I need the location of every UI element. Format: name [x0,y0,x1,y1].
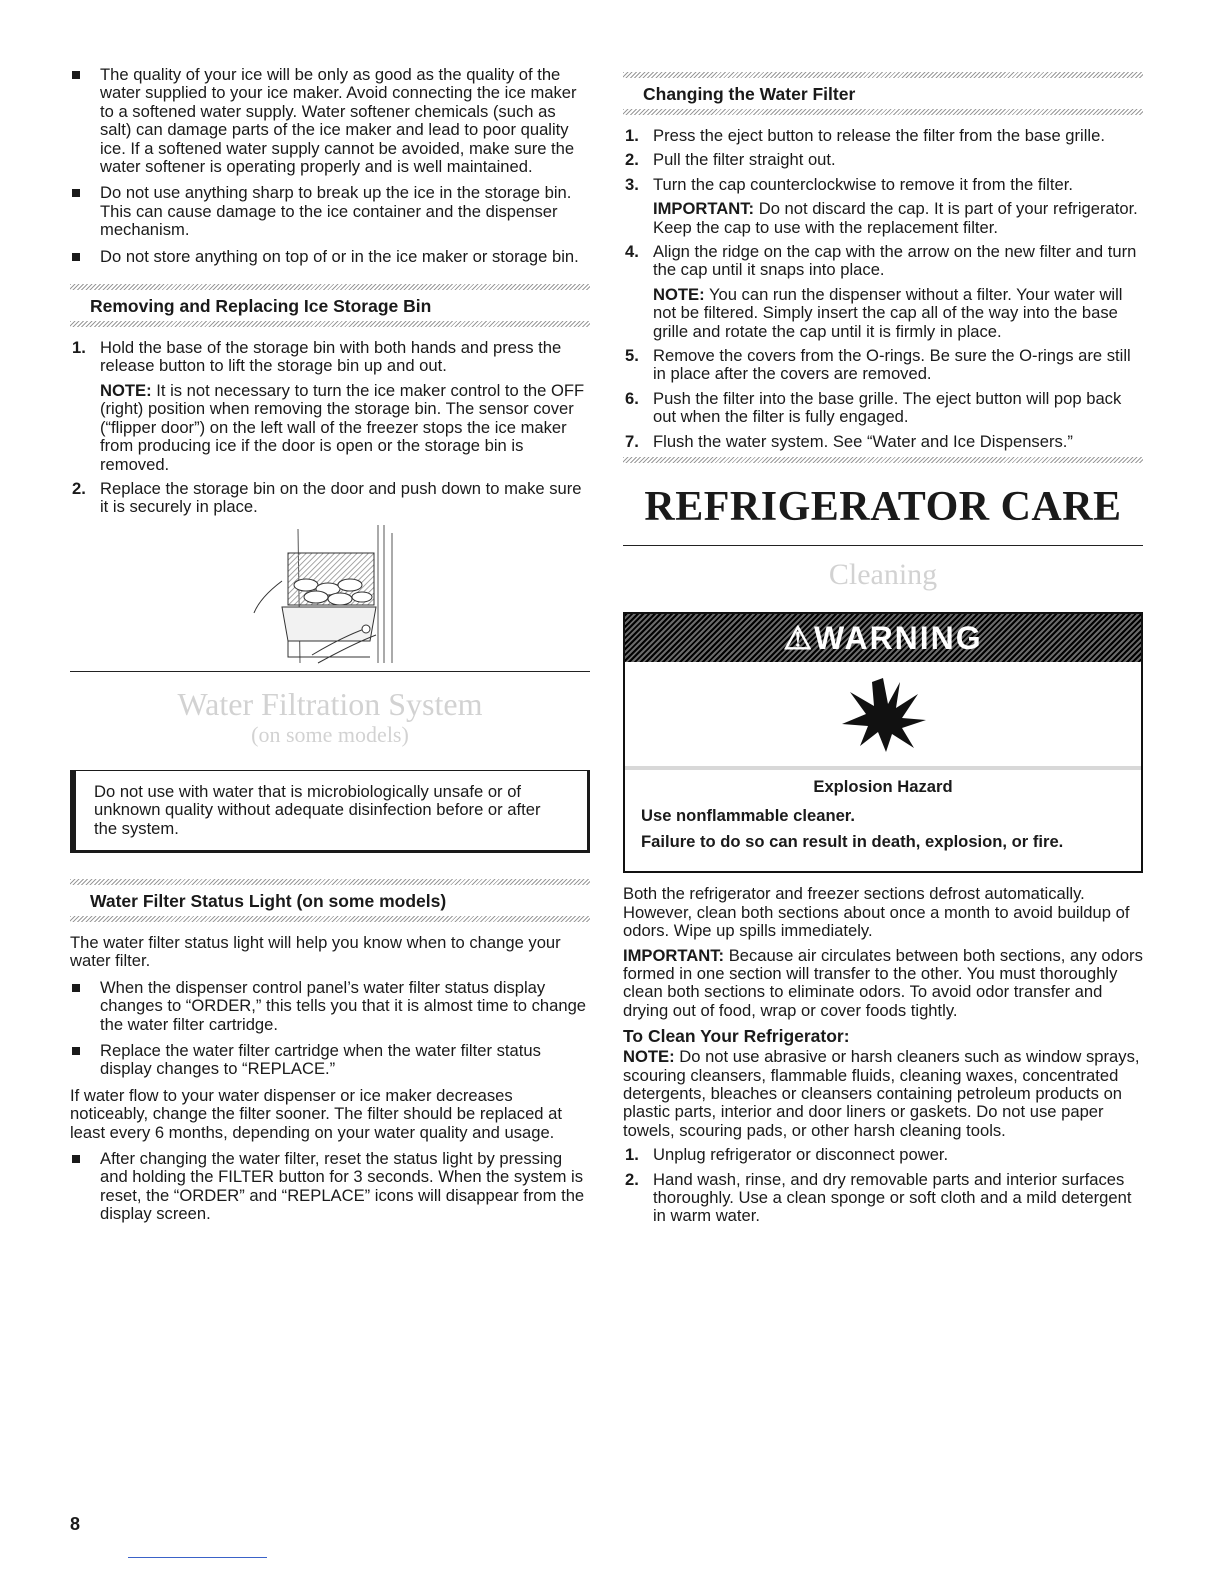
paragraph: IMPORTANT: Because air circulates between both sections, any odors formed in one section will transfer to the other. You must thoroughly clean both sections to eliminate odors. To avoid odor transfer and drying out of food, wrap or cover foods tightly. [623,945,1143,1020]
list-item: When the dispenser control panel’s water filter status display changes to “ORDER,” this tells you that it is almost time to change the water filter cartridge. [70,979,590,1034]
footer-line [128,1557,267,1558]
step-item: 4. Align the ridge on the cap with the arrow on the new filter and turn the cap until it snaps into place. [625,242,1137,280]
bullet-icon [72,189,80,197]
section-title: Water Filtration System [177,685,483,722]
divider [623,545,1143,546]
paragraph: The water filter status light will help you know when to change your water filter. [70,932,561,971]
divider [623,457,1143,463]
explosion-icon [838,674,928,754]
step-item: 6. Push the filter into the base grille. The eject button will pop back out when the filter is fully engaged. [625,388,1122,427]
section-subtitle: (on some models) [251,721,409,747]
subheading: To Clean Your Refrigerator: [623,1026,850,1047]
step-item: 1. Hold the base of the storage bin with both hands and press the release button to lift the storage bin up and out. [72,338,562,376]
bin-section [70,284,590,517]
section-heading: Changing the Water Filter [643,84,856,104]
hazard-title: Explosion Hazard [813,777,953,797]
filtration-warning-box: Do not use with water that is microbiologically unsafe or of unknown quality without adequate disinfection before or after the system. [70,770,590,853]
bullet-icon [72,1047,80,1055]
list-item: Replace the water filter cartridge when the water filter status display changes to “REPLACE.” [70,1042,590,1079]
ice-bin-drawing-icon [70,523,590,665]
paragraph: If water flow to your water dispenser or ice maker decreases noticeably, change the filter sooner. The filter should be replaced at least every 6 months, depending on your water quality and usage. [70,1085,562,1142]
bullet-icon [72,253,80,261]
step-item: 3. Turn the cap counterclockwise to remove it from the filter. [625,174,1073,194]
step-item: 2. Pull the filter straight out. [625,150,836,170]
bullet-icon [72,984,80,992]
section-heading: Water Filter Status Light (on some models) [90,890,447,911]
cleaning-section [623,885,1143,1226]
list-item: After changing the water filter, reset the status light by pressing and holding the FILTER button for 3 seconds. When the system is reset, the “ORDER” and “REPLACE” icons will disappear from the display screen. [70,1150,590,1224]
section-heading: Removing and Replacing Ice Storage Bin [90,296,432,317]
note: NOTE: It is not necessary to turn the ice maker control to the OFF (right) position when removing the storage bin. The sensor cover (“flipper door”) on the left wall of the freezer stops the ice maker from producing ice if the door is open or the storage bin is removed. [100,380,585,474]
step-item: 5. Remove the covers from the O-rings. Be sure the O-rings are still in place after the covers are removed. [625,346,1131,384]
note: NOTE: You can run the dispenser without a filter. Your water will not be filtered. Simply insert the cap all of the way into the base grille and rotate the cap until it is firmly in place. [653,284,1123,341]
right-column [623,72,1143,1232]
step-item: 1. Press the eject button to release the filter from the base grille. [625,126,1105,145]
warning-triangle-icon: ⚠ [783,620,815,657]
filtration-section [70,672,590,853]
step-item: 2. Replace the storage bin on the door and push down to make sure it is securely in place. [72,478,582,517]
list-item: Do not use anything sharp to break up the ice in the storage bin. This can cause damage to the ice container and the dispenser mechanism. [70,184,590,239]
warning-box [623,612,1143,873]
step-item: 1. Unplug refrigerator or disconnect power. [625,1145,949,1165]
important-note: IMPORTANT: Do not discard the cap. It is part of your refrigerator. Keep the cap to use with the replacement filter. [653,199,1138,237]
warning-line: Failure to do so can result in death, explosion, or fire. [641,831,1064,851]
step-item: 2. Hand wash, rinse, and dry removable parts and interior surfaces thoroughly. Use a clean sponge or soft cloth and a mild detergent in warm water. [625,1169,1132,1226]
warning-body [625,770,1141,871]
ice-bin-illustration [70,523,590,665]
note: NOTE: Do not use abrasive or harsh cleaners such as window sprays, scouring cleansers, flammable fluids, cleaning waxes, concentrated detergents, bleaches or cleansers containing petroleum products on plastic parts, interior and door liners or gaskets. Do not use paper towels, scouring pads, or other harsh cleaning tools. [623,1047,1140,1140]
step-item: 7. Flush the water system. See “Water and Ice Dispensers.” [625,431,1073,451]
left-column [70,66,590,1232]
page-title: REFRIGERATOR CARE [644,484,1122,531]
page-number: 8 [70,1514,81,1534]
bullet-icon [72,1155,80,1163]
section-title: Cleaning [828,558,938,592]
list-item: Do not store anything on top of or in the ice maker or storage bin. [70,248,590,266]
explosion-symbol [625,662,1141,770]
list-item: The quality of your ice will be only as good as the quality of the water supplied to your ice maker. Avoid connecting the ice maker to a softened water supply. Water softener chemicals (such as salt) can damage parts of the ice maker and lead to poor quality ice. If a softened water supply cannot be avoided, make sure the water softener is operating properly and is well maintained. [70,66,590,176]
warning-line: Use nonflammable cleaner. [641,805,855,825]
warning-header: ⚠WARNING [625,614,1141,662]
paragraph: Both the refrigerator and freezer sections defrost automatically. However, clean both sections about once a month to avoid buildup of odors. Wipe up spills immediately. [623,884,1130,941]
bullet-icon [72,71,80,79]
status-light-section [70,879,590,1224]
